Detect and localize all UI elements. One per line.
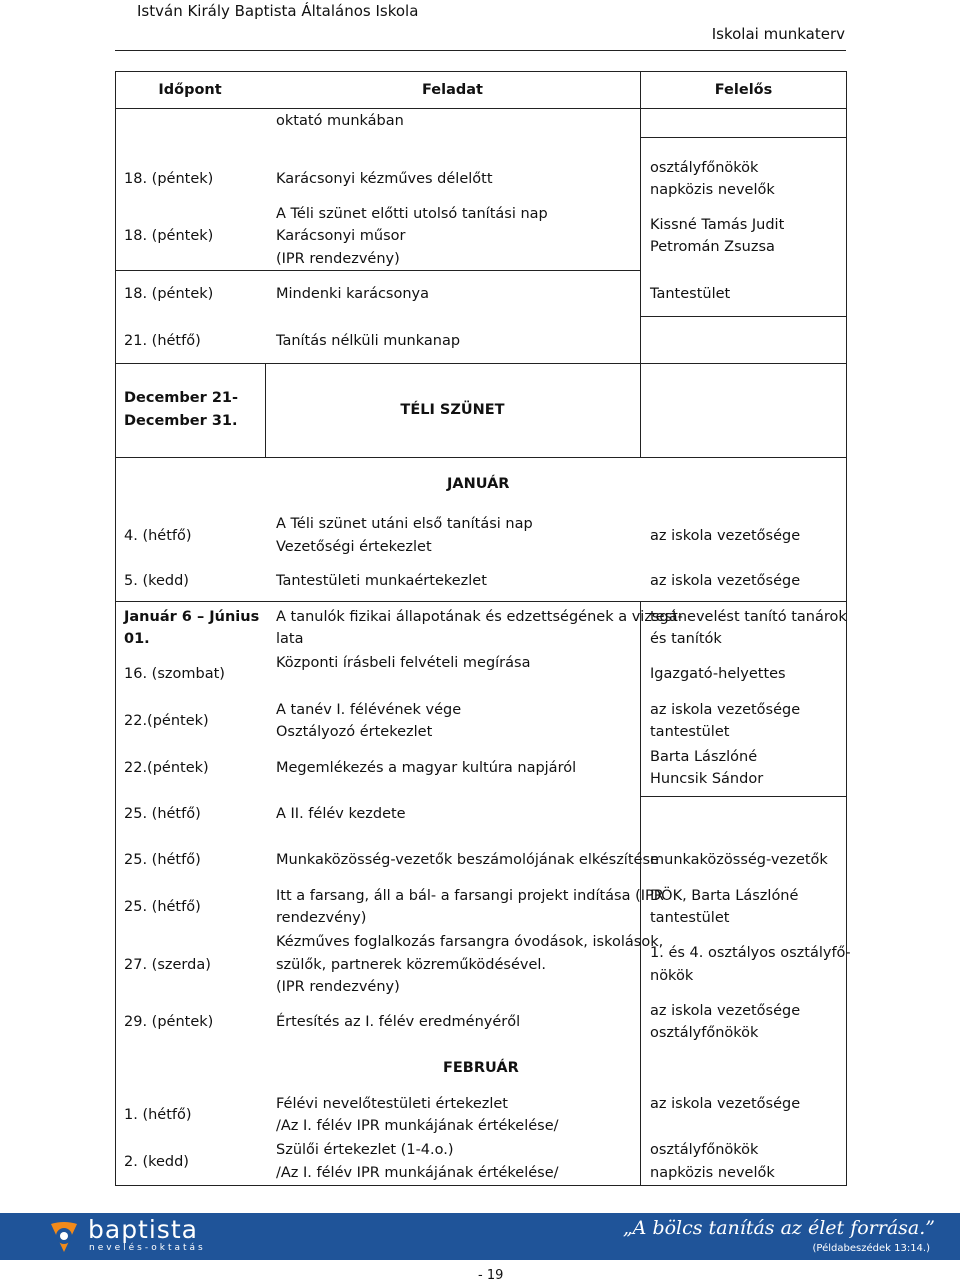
task-cell: szülők, partnerek közreműködésével. [276, 957, 547, 973]
task-cell: /Az I. félév IPR munkájának értékelése/ [276, 1118, 559, 1134]
time-cell: 22.(péntek) [124, 760, 209, 776]
schedule-table [115, 71, 851, 1186]
responsible-cell: Huncsik Sándor [650, 771, 764, 787]
motto: „A bölcs tanítás az élet forrása.” [622, 1217, 935, 1239]
responsible-cell: az iskola vezetősége [650, 573, 801, 589]
time-cell: 25. (hétfő) [124, 852, 201, 868]
responsible-cell: Kissné Tamás Judit [650, 217, 785, 233]
task-cell: Értesítés az I. félév eredményéről [276, 1014, 521, 1030]
responsible-cell: nökök [650, 968, 694, 984]
table-rule [640, 796, 847, 797]
task-cell: Munkaközösség-vezetők beszámolójának elkészítése [276, 852, 659, 868]
task-cell: Mindenki karácsonya [276, 286, 430, 302]
table-rule [115, 601, 847, 602]
responsible-cell: Petromán Zsuzsa [650, 239, 775, 255]
time-cell: 4. (hétfő) [124, 528, 192, 544]
time-cell: 18. (péntek) [124, 286, 214, 302]
task-cell: Szülői értekezlet (1-4.o.) [276, 1142, 454, 1158]
table-rule [115, 363, 847, 364]
task-cell: /Az I. félév IPR munkájának értékelése/ [276, 1165, 559, 1181]
responsible-cell: testnevelést tanító tanárok [650, 609, 847, 625]
responsible-cell: Tantestület [650, 286, 731, 302]
responsible-cell: az iskola vezetősége [650, 1003, 801, 1019]
time-cell: 27. (szerda) [124, 957, 211, 973]
time-cell: 29. (péntek) [124, 1014, 214, 1030]
responsible-cell: az iskola vezetősége [650, 702, 801, 718]
column-header-task: Feladat [421, 82, 483, 98]
task-cell: A II. félév kezdete [276, 806, 406, 822]
task-cell: (IPR rendezvény) [276, 251, 400, 267]
time-cell: 18. (péntek) [124, 171, 214, 187]
table-rule [115, 71, 116, 1186]
task-cell: Karácsonyi kézműves délelőtt [276, 171, 493, 187]
responsible-cell: 1. és 4. osztályos osztályfő- [650, 945, 851, 961]
time-cell: Január 6 – Június [124, 609, 260, 625]
task-cell: rendezvény) [276, 910, 367, 926]
document-title: Iskolai munkaterv [711, 25, 845, 43]
time-cell: 25. (hétfő) [124, 806, 201, 822]
logo-subtitle: nevelés-oktatás [89, 1243, 206, 1253]
month-heading-february: FEBRUÁR [443, 1060, 519, 1076]
table-rule [640, 316, 847, 317]
task-cell: A Téli szünet utáni első tanítási nap [276, 516, 533, 532]
baptista-logo-icon [47, 1218, 81, 1255]
time-cell: December 21- [124, 390, 239, 406]
time-cell: 2. (kedd) [124, 1154, 189, 1170]
time-cell: 21. (hétfő) [124, 333, 201, 349]
responsible-cell: osztályfőnökök [650, 160, 759, 176]
logo-text: baptista [88, 1215, 198, 1244]
task-cell: Osztályozó értekezlet [276, 724, 433, 740]
responsible-cell: tantestület [650, 724, 730, 740]
responsible-cell: Barta Lászlóné [650, 749, 758, 765]
winter-break-label: TÉLI SZÜNET [400, 402, 505, 418]
table-rule [115, 71, 847, 72]
task-cell: Vezetőségi értekezlet [276, 539, 432, 555]
responsible-cell: napközis nevelők [650, 182, 775, 198]
task-cell: Itt a farsang, áll a bál- a farsangi projekt indítása (IPR [276, 888, 664, 904]
task-cell: Tantestületi munkaértekezlet [276, 573, 487, 589]
table-rule [640, 137, 847, 138]
responsible-cell: DÖK, Barta Lászlóné [650, 888, 799, 904]
table-rule [846, 71, 847, 1186]
responsible-cell: az iskola vezetősége [650, 528, 801, 544]
responsible-cell: tantestület [650, 910, 730, 926]
table-rule [640, 71, 641, 457]
table-rule [115, 108, 847, 109]
column-header-time: Időpont [158, 82, 222, 98]
page-number: - 19 [478, 1268, 504, 1283]
responsible-cell: osztályfőnökök [650, 1142, 759, 1158]
task-cell: Megemlékezés a magyar kultúra napjáról [276, 760, 577, 776]
responsible-cell: napközis nevelők [650, 1165, 775, 1181]
responsible-cell: Igazgató-helyettes [650, 666, 786, 682]
task-cell: Kézműves foglalkozás farsangra óvodások, iskolások, [276, 934, 664, 950]
time-cell: 22.(péntek) [124, 713, 209, 729]
school-name: István Király Baptista Általános Iskola [137, 2, 419, 20]
responsible-cell: és tanítók [650, 631, 722, 647]
time-cell: 1. (hétfő) [124, 1107, 192, 1123]
task-cell: Félévi nevelőtestületi értekezlet [276, 1096, 508, 1112]
task-cell: (IPR rendezvény) [276, 979, 400, 995]
task-cell: Központi írásbeli felvételi megírása [276, 655, 531, 671]
responsible-cell: az iskola vezetősége [650, 1096, 801, 1112]
table-rule [115, 457, 847, 458]
motto-reference: (Példabeszédek 13:14.) [812, 1243, 930, 1254]
responsible-cell: osztályfőnökök [650, 1025, 759, 1041]
task-cell: lata [276, 631, 304, 647]
column-header-responsible: Felelős [714, 82, 773, 98]
month-heading-january: JANUÁR [447, 476, 510, 492]
footer-banner [0, 1213, 960, 1260]
task-cell: A Téli szünet előtti utolsó tanítási nap [276, 206, 548, 222]
time-cell: 25. (hétfő) [124, 899, 201, 915]
time-cell: 5. (kedd) [124, 573, 189, 589]
header-rule [115, 50, 846, 51]
task-cell: Karácsonyi műsor [276, 228, 406, 244]
task-cell: Tanítás nélküli munkanap [276, 333, 461, 349]
time-cell: 16. (szombat) [124, 666, 225, 682]
time-cell: 18. (péntek) [124, 228, 214, 244]
time-cell: December 31. [124, 413, 238, 429]
time-cell: 01. [124, 631, 150, 647]
task-cell: oktató munkában [276, 113, 404, 129]
task-cell: A tanév I. félévének vége [276, 702, 462, 718]
responsible-cell: munkaközösség-vezetők [650, 852, 828, 868]
table-rule [115, 1185, 847, 1186]
task-cell: A tanulók fizikai állapotának és edzettségének a vizsgá- [276, 609, 683, 625]
